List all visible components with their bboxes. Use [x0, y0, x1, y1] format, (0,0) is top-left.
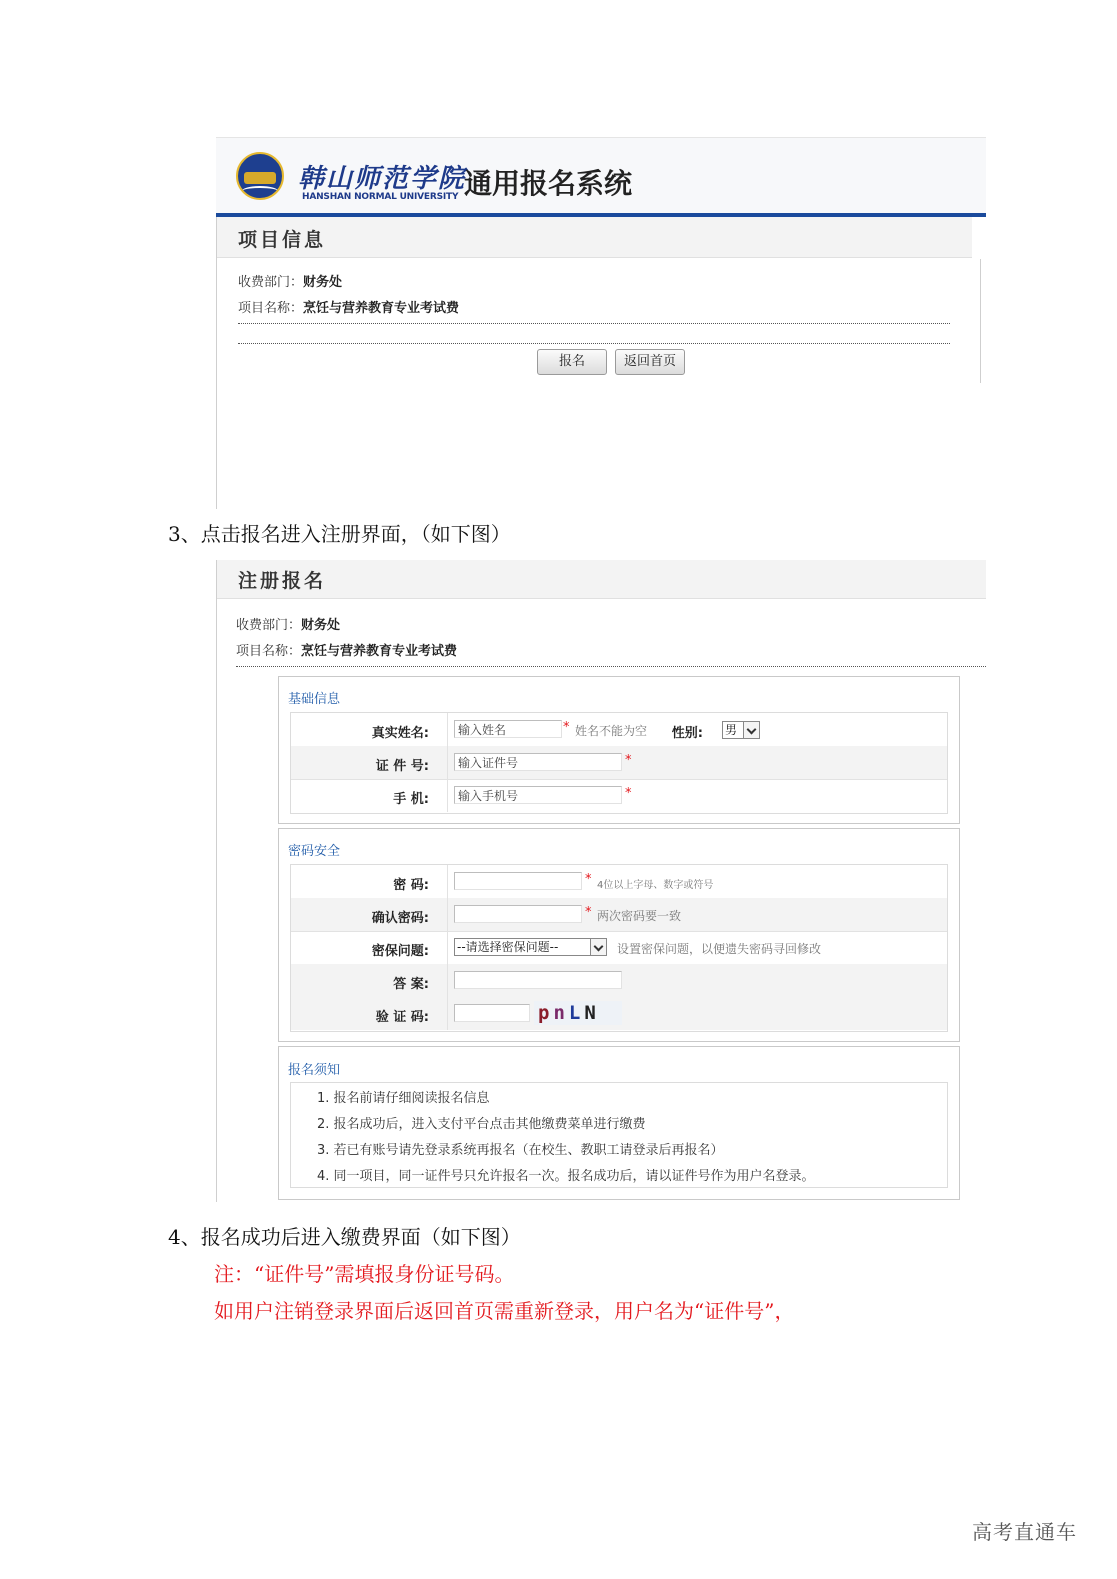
notice-item: 4. 同一项目，同一证件号只允许报名一次。报名成功后，请以证件号作为用户名登录。 [317, 1169, 815, 1184]
note-relogin: 如用户注销登录界面后返回首页需重新登录，用户名为“证件号”， [214, 1299, 795, 1323]
phone-input[interactable]: 输入手机号 [454, 786, 622, 804]
left-border [216, 560, 217, 1202]
confirm-password-input[interactable] [454, 905, 582, 923]
password-security-panel [278, 828, 960, 1042]
confirm-password-label: 确认密码: [371, 911, 429, 926]
project-value: 烹饪与营养教育专业考试费 [303, 301, 460, 316]
project-value: 烹饪与营养教育专业考试费 [301, 644, 458, 659]
project-label: 项目名称： [238, 301, 304, 316]
project-row [238, 297, 459, 316]
security-question-select[interactable] [454, 938, 607, 956]
dotted-divider [238, 343, 950, 344]
security-question-hint: 设置密保问题，以便遗失密码寻回修改 [617, 942, 822, 956]
name-label: 真实姓名: [371, 726, 429, 741]
captcha-image[interactable] [534, 1001, 622, 1025]
section-bar [216, 217, 972, 258]
confirm-password-row [291, 898, 947, 932]
section-title: 注册报名 [238, 570, 327, 592]
required-star: * [625, 753, 632, 768]
content-border [980, 259, 981, 383]
section-title: 项目信息 [238, 229, 327, 251]
password-security-title: 密码安全 [288, 844, 341, 859]
project-info-screenshot [216, 137, 986, 509]
id-label: 证 件 号: [375, 759, 429, 774]
basic-info-title: 基础信息 [288, 692, 341, 707]
id-row [291, 746, 947, 780]
left-border [216, 217, 217, 509]
fee-dept-label: 收费部门： [236, 618, 302, 633]
project-label: 项目名称： [236, 644, 302, 659]
gender-value: 男 [725, 723, 738, 737]
gender-label: 性别: [671, 726, 703, 741]
id-input[interactable]: 输入证件号 [454, 753, 622, 771]
notice-item: 1. 报名前请仔细阅读报名信息 [317, 1091, 490, 1106]
notice-item: 3. 若已有账号请先登录系统再报名（在校生、教职工请登录后再报名） [317, 1143, 724, 1158]
captcha-label: 验 证 码: [375, 1010, 429, 1025]
section-bar [216, 560, 986, 599]
school-emblem-icon [236, 152, 284, 200]
password-row [291, 865, 947, 899]
system-header [216, 137, 986, 214]
captcha-input[interactable] [454, 1004, 530, 1022]
phone-row [291, 779, 947, 812]
project-row [236, 640, 457, 659]
password-security-table [290, 864, 948, 1032]
fee-dept-row [236, 614, 340, 633]
security-question-row [291, 931, 947, 965]
password-hint: 4位以上字母、数字或符号 [597, 880, 714, 891]
chevron-down-icon [590, 939, 606, 955]
fee-dept-row [238, 271, 342, 290]
phone-label: 手 机: [393, 792, 429, 807]
answer-row [291, 964, 947, 998]
notice-list [290, 1082, 948, 1188]
registration-screenshot [216, 560, 986, 1202]
school-name-en: HANSHAN NORMAL UNIVERSITY [302, 192, 459, 202]
step-3-text: 3、点击报名进入注册界面，（如下图） [168, 522, 511, 546]
name-row [291, 713, 947, 747]
security-question-label: 密保问题: [371, 944, 429, 959]
captcha-char: p [538, 1002, 554, 1024]
school-name: 韩山师范学院 [298, 164, 467, 194]
security-question-value: --请选择密保问题-- [457, 940, 559, 954]
password-label: 密 码: [393, 878, 429, 893]
fee-dept-value: 财务处 [301, 618, 341, 633]
captcha-char: N [584, 1002, 600, 1024]
chevron-down-icon [743, 722, 759, 738]
captcha-char: n [553, 1002, 569, 1024]
answer-label: 答 案: [393, 977, 429, 992]
name-hint: 姓名不能为空 [575, 724, 648, 738]
gender-select[interactable] [722, 721, 760, 739]
name-input[interactable]: 输入姓名 [454, 720, 562, 738]
dotted-divider [238, 323, 950, 324]
confirm-password-hint: 两次密码要一致 [597, 909, 682, 923]
basic-info-panel [278, 676, 960, 824]
notice-item: 2. 报名成功后，进入支付平台点击其他缴费菜单进行缴费 [317, 1117, 646, 1132]
dotted-divider [236, 666, 986, 667]
watermark: 高考直通车 [972, 1520, 1077, 1544]
basic-info-table [290, 712, 948, 814]
register-button[interactable]: 报名 [537, 349, 607, 375]
step-4-text: 4、报名成功后进入缴费界面（如下图） [168, 1225, 521, 1249]
required-star: * [585, 905, 592, 920]
notice-title: 报名须知 [288, 1063, 341, 1078]
notice-panel [278, 1046, 960, 1200]
password-input[interactable] [454, 872, 582, 890]
captcha-row [291, 997, 947, 1030]
required-star: * [563, 720, 570, 735]
system-title: 通用报名系统 [464, 167, 633, 200]
captcha-char: L [568, 1002, 585, 1024]
home-button[interactable]: 返回首页 [615, 349, 685, 375]
fee-dept-label: 收费部门： [238, 275, 304, 290]
required-star: * [585, 872, 592, 887]
required-star: * [625, 786, 632, 801]
answer-input[interactable] [454, 971, 622, 989]
fee-dept-value: 财务处 [303, 275, 343, 290]
note-id-number: 注：“证件号”需填报身份证号码。 [214, 1262, 515, 1286]
